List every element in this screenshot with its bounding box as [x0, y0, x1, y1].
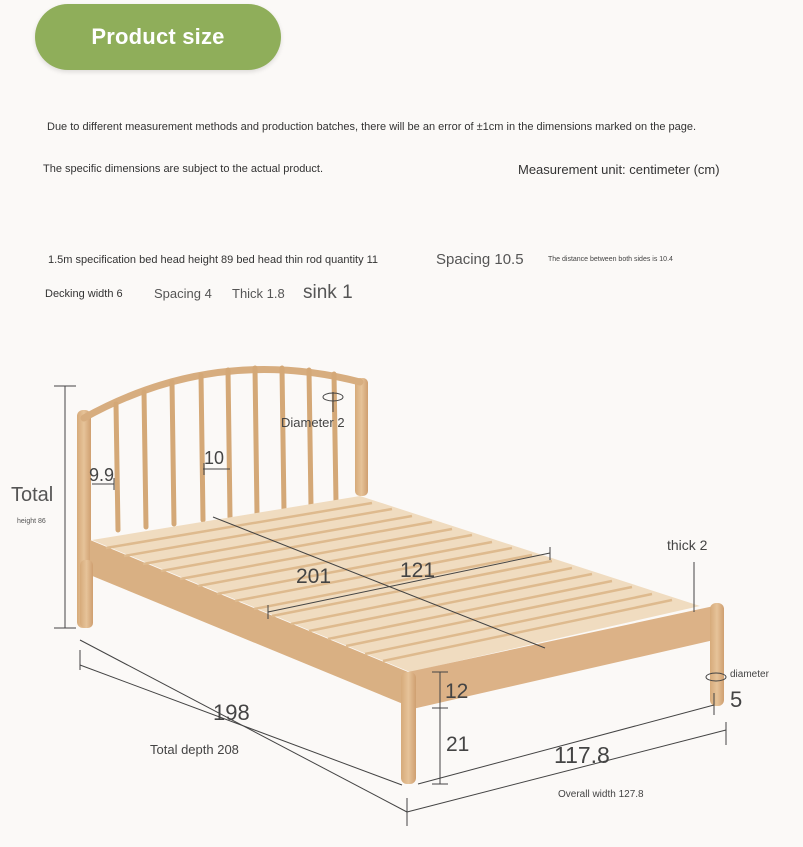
spec-spacing-a: Spacing 10.5: [436, 251, 524, 268]
leg-front-right: [710, 603, 724, 706]
spec-decking: Decking width 6: [45, 288, 123, 300]
total-label: Total: [11, 484, 54, 506]
total-height-label: height 86: [17, 518, 46, 525]
spec-spacing-b: Spacing 4: [154, 286, 212, 301]
dim-12: 12: [445, 680, 469, 703]
overall-width-label: Overall width 127.8: [558, 789, 644, 800]
page-title: Product size: [91, 24, 225, 49]
total-depth-label: Total depth 208: [150, 742, 239, 757]
spec-distance: The distance between both sides is 10.4: [548, 256, 673, 263]
spec-sink: sink 1: [303, 282, 353, 303]
headboard-right-post: [355, 378, 368, 496]
dim-9-9: 9.9: [89, 465, 115, 485]
dim-198: 198: [213, 700, 250, 725]
dim-10: 10: [204, 448, 225, 468]
error-note: Due to different measurement methods and production batches, there will be an error of ±1cm in the dimensions marked on the page.: [47, 121, 697, 133]
spec-bed-head: 1.5m specification bed head height 89 bed head thin rod quantity 11: [48, 254, 379, 266]
unit-note: Measurement unit: centimeter (cm): [518, 162, 720, 177]
diameter-2-label: Diameter 2: [281, 415, 345, 430]
dim-21: 21: [446, 733, 470, 756]
thick-2-label: thick 2: [667, 537, 708, 553]
subject-note: The specific dimensions are subject to the actual product.: [43, 163, 324, 175]
dim-117-8: 117.8: [554, 742, 610, 768]
dim-5: 5: [730, 687, 743, 712]
dim-121: 121: [400, 559, 436, 582]
headboard-arch: [84, 370, 360, 418]
diameter-label: diameter: [730, 669, 769, 680]
leg-front-left: [401, 672, 416, 784]
dim-201: 201: [296, 565, 332, 588]
leg-back-left: [80, 560, 93, 628]
spec-thick: Thick 1.8: [232, 286, 285, 301]
